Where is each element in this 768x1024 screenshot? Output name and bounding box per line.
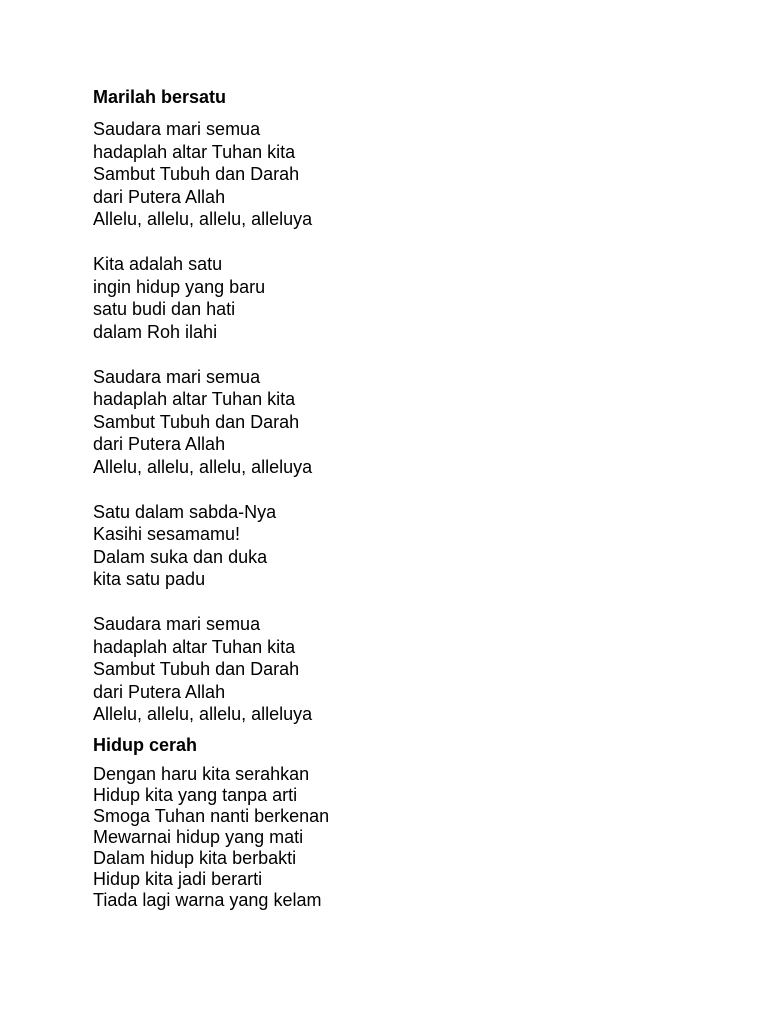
lyric-line: hadaplah altar Tuhan kita bbox=[93, 141, 296, 162]
lyric-line: Saudara mari semua bbox=[93, 119, 261, 139]
song-title: Hidup cerah bbox=[93, 734, 198, 755]
lyric-line: Dalam suka dan duka bbox=[93, 546, 268, 567]
stanza-gap bbox=[93, 231, 733, 254]
lyric-line: dalam Roh ilahi bbox=[93, 321, 218, 342]
stanza-1 bbox=[93, 764, 733, 911]
lyric-line: Kasihi sesamamu! bbox=[93, 524, 241, 544]
stanza-3 bbox=[93, 366, 733, 479]
lyric-line: Allelu, allelu, allelu, alleluya bbox=[93, 209, 313, 229]
lyric-line: Saudara mari semua bbox=[93, 366, 261, 387]
lyric-line: Allelu, allelu, allelu, alleluya bbox=[93, 456, 313, 477]
lyric-line: Hidup kita yang tanpa arti bbox=[93, 784, 298, 805]
lyric-line: dari Putera Allah bbox=[93, 681, 226, 702]
lyric-line: kita satu padu bbox=[93, 569, 206, 589]
stanza-gap bbox=[93, 478, 733, 501]
lyric-line: dari Putera Allah bbox=[93, 434, 226, 454]
stanza-5 bbox=[93, 613, 733, 726]
lyric-line: Hidup kita jadi berarti bbox=[93, 868, 263, 889]
lyric-line: Sambut Tubuh dan Darah bbox=[93, 164, 300, 184]
lyric-line: ingin hidup yang baru bbox=[93, 276, 266, 297]
document-page bbox=[93, 86, 733, 911]
stanza-gap bbox=[93, 343, 733, 366]
lyric-line: Dengan haru kita serahkan bbox=[93, 763, 310, 784]
stanza-gap bbox=[93, 591, 733, 614]
lyric-line: Satu dalam sabda-Nya bbox=[93, 501, 277, 522]
lyric-line: Sambut Tubuh dan Darah bbox=[93, 411, 300, 432]
lyric-line: Allelu, allelu, allelu, alleluya bbox=[93, 704, 313, 724]
song-hidup-cerah bbox=[93, 734, 733, 911]
song-title: Marilah bersatu bbox=[93, 87, 227, 107]
stanza-2 bbox=[93, 253, 733, 343]
lyric-line: Dalam hidup kita berbakti bbox=[93, 847, 297, 868]
lyric-line: Smoga Tuhan nanti berkenan bbox=[93, 805, 330, 826]
lyric-line: dari Putera Allah bbox=[93, 186, 226, 207]
stanza-4 bbox=[93, 501, 733, 591]
lyric-line: Sambut Tubuh dan Darah bbox=[93, 659, 300, 679]
lyric-line: Saudara mari semua bbox=[93, 614, 261, 634]
lyric-line: Kita adalah satu bbox=[93, 254, 223, 274]
lyric-line: hadaplah altar Tuhan kita bbox=[93, 389, 296, 409]
lyric-line: hadaplah altar Tuhan kita bbox=[93, 636, 296, 657]
song-marilah-bersatu bbox=[93, 86, 733, 726]
lyric-line: Tiada lagi warna yang kelam bbox=[93, 889, 322, 910]
stanza-1 bbox=[93, 118, 733, 231]
lyric-line: satu budi dan hati bbox=[93, 299, 236, 319]
lyric-line: Mewarnai hidup yang mati bbox=[93, 826, 304, 847]
